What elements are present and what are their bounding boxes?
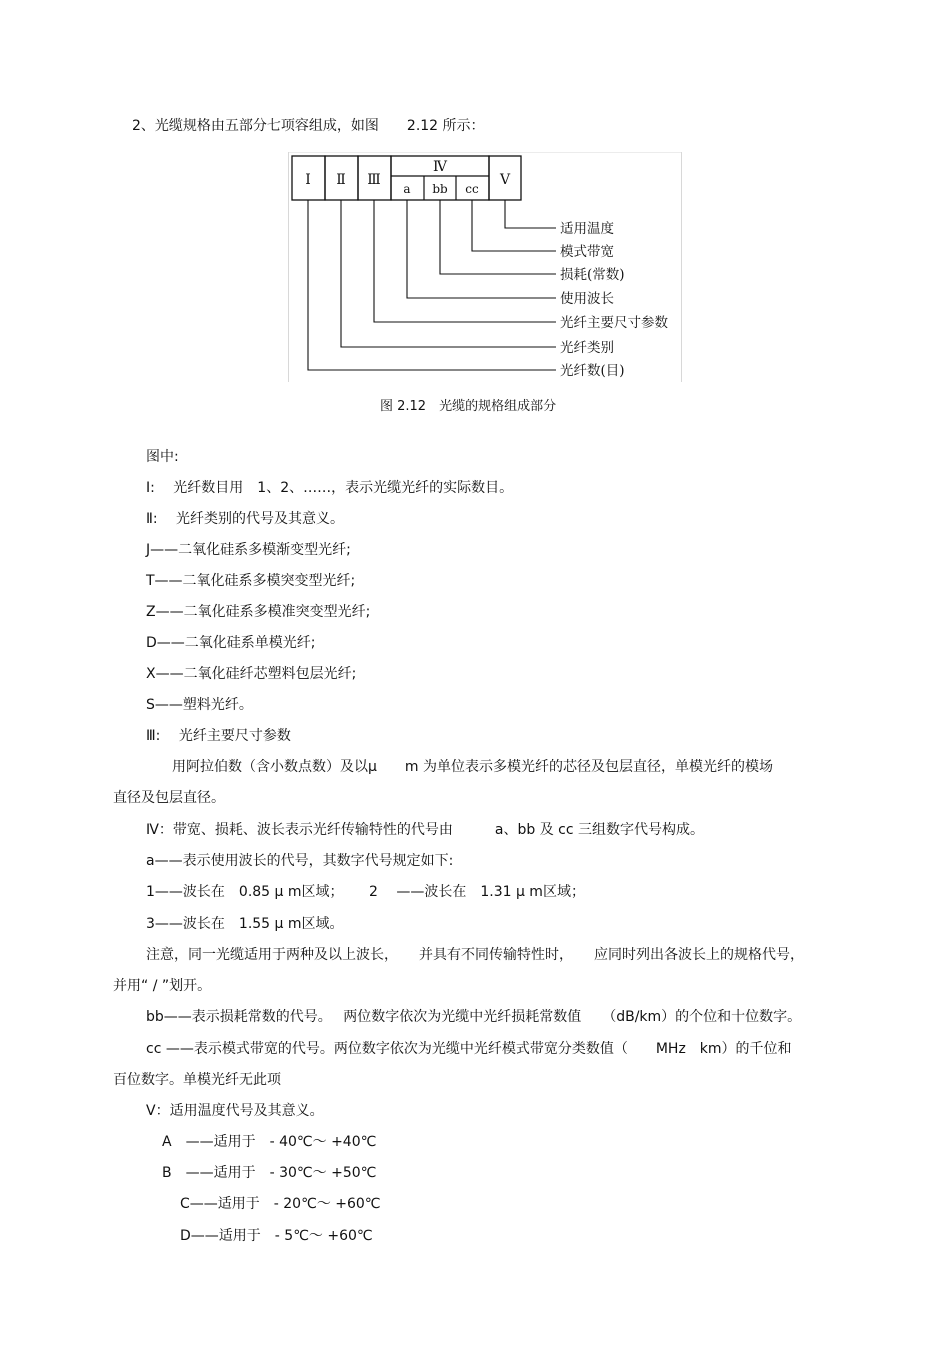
label-loss: 损耗(常数) xyxy=(560,267,625,283)
label-mode-bandwidth: 模式带宽 xyxy=(560,244,614,260)
body-line: Ⅳ：带宽、损耗、波长表示光纤传输特性的代号由 a、bb 及 cc 三组数字代号构成。 xyxy=(146,822,705,838)
body-line: D——适用于 - 5℃～ +60℃ xyxy=(180,1228,373,1244)
body-line: Ⅴ：适用温度代号及其意义。 xyxy=(146,1103,324,1119)
body-line: Z——二氧化硅系多模准突变型光纤; xyxy=(146,604,371,620)
body-line: X——二氧化硅纤芯塑料包层光纤; xyxy=(146,666,357,682)
figure-caption: 图 2.12 光缆的规格组成部分 xyxy=(380,399,557,414)
body-line: 图中: xyxy=(146,449,179,465)
label-fiber-count: 光纤数(目) xyxy=(560,363,625,379)
section-heading: 2、光缆规格由五部分七项容组成，如图 2.12 所示： xyxy=(132,118,485,134)
box-1-label: Ⅰ xyxy=(305,172,311,188)
body-line: A ——适用于 - 40℃～ +40℃ xyxy=(162,1134,377,1150)
label-temperature: 适用温度 xyxy=(560,221,614,237)
spec-figure xyxy=(288,152,682,382)
box-5-label: Ⅴ xyxy=(499,172,511,188)
label-wavelength: 使用波长 xyxy=(560,291,614,307)
sub-box-a-label: a xyxy=(403,182,411,196)
box-4-label: Ⅳ xyxy=(433,159,447,175)
label-fiber-dimensions: 光纤主要尺寸参数 xyxy=(560,315,668,331)
body-line: 注意，同一光缆适用于两种及以上波长， 并具有不同传输特性时， 应同时列出各波长上的规格代号， xyxy=(146,947,804,963)
body-line: 1——波长在 0.85 μ m区域； 2 ——波长在 1.31 μ m区域； xyxy=(146,884,585,900)
body-line: 直径及包层直径。 xyxy=(113,790,225,806)
body-line: Ⅱ: 光纤类别的代号及其意义。 xyxy=(146,511,345,527)
body-line: 用阿拉伯数（含小数点数）及以μ m 为单位表示多模光纤的芯径及包层直径，单模光纤的模场 xyxy=(172,759,773,775)
body-line: S——塑料光纤。 xyxy=(146,697,253,713)
body-line: Ⅲ: 光纤主要尺寸参数 xyxy=(146,728,291,744)
body-line: B ——适用于 - 30℃～ +50℃ xyxy=(162,1165,377,1181)
body-line: 百位数字。单模光纤无此项 xyxy=(113,1072,281,1088)
body-line: 3——波长在 1.55 μ m区域。 xyxy=(146,916,344,932)
body-line: bb——表示损耗常数的代号。 两位数字依次为光缆中光纤损耗常数值 （dB/km）的个位和十位数字。 xyxy=(146,1009,802,1025)
body-line: C——适用于 - 20℃～ +60℃ xyxy=(180,1196,381,1212)
body-line: D——二氧化硅系单模光纤; xyxy=(146,635,316,651)
body-line: T——二氧化硅系多模突变型光纤; xyxy=(146,573,356,589)
spec-diagram xyxy=(288,152,682,382)
box-3-label: Ⅲ xyxy=(367,172,381,188)
box-2-label: Ⅱ xyxy=(336,172,346,188)
sub-box-cc-label: cc xyxy=(465,182,479,196)
body-line: J——二氧化硅系多模渐变型光纤; xyxy=(146,542,351,558)
body-line: 并用“ / ”划开。 xyxy=(113,978,212,994)
sub-box-bb-label: bb xyxy=(432,182,448,196)
label-fiber-type: 光纤类别 xyxy=(560,340,614,356)
body-line: a——表示使用波长的代号，其数字代号规定如下: xyxy=(146,853,454,869)
body-line: cc ——表示模式带宽的代号。两位数字依次为光缆中光纤模式带宽分类数值（ MHz km）的千位和 xyxy=(146,1041,792,1057)
body-line: Ⅰ: 光纤数目用 1、2、……，表示光缆光纤的实际数目。 xyxy=(146,480,514,496)
